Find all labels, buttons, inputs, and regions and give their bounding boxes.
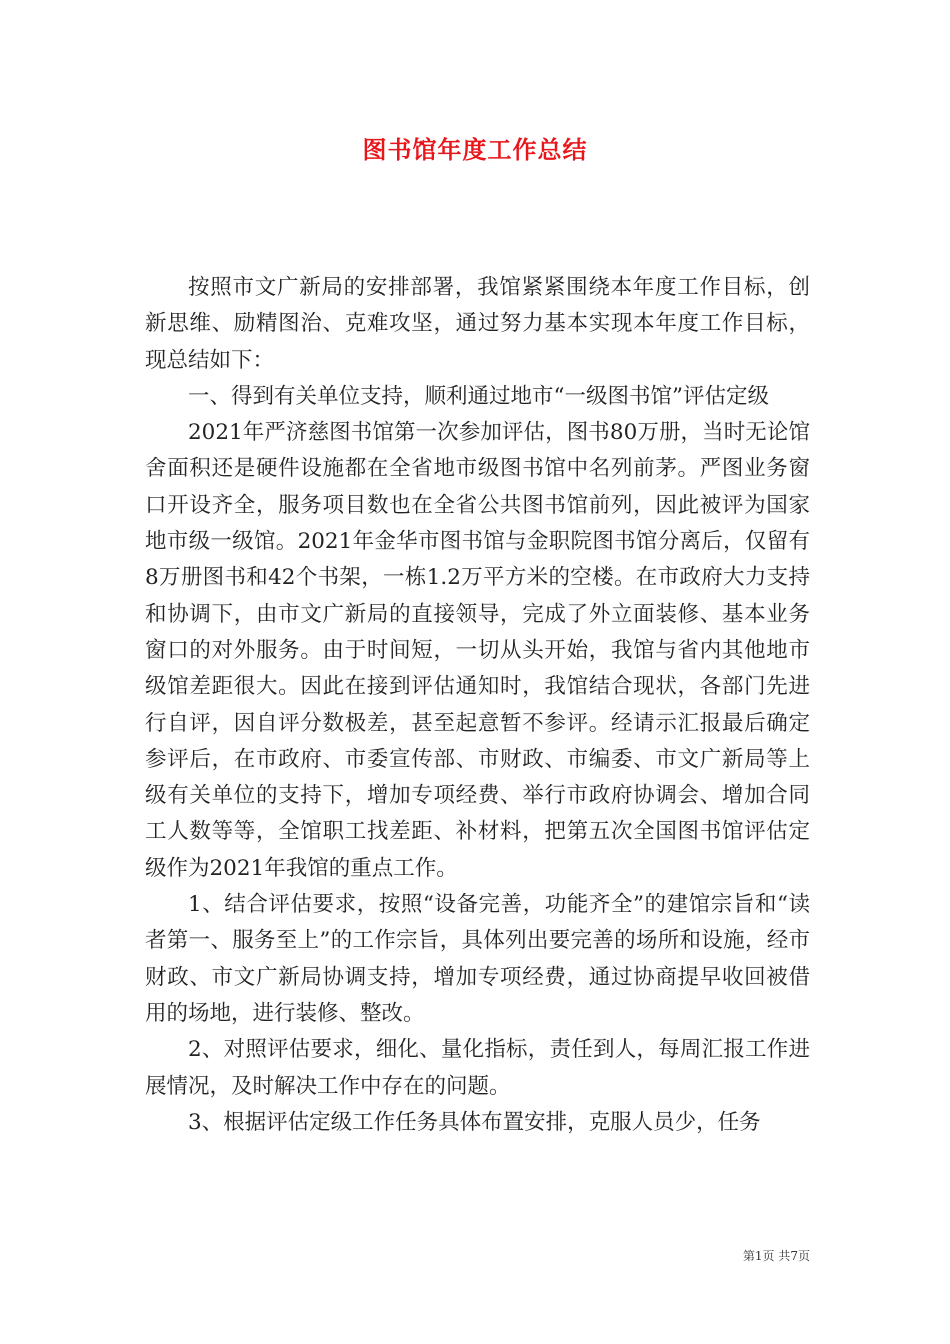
section-heading-1: 一、得到有关单位支持，顺利通过地市“一级图书馆”评估定级 [188,383,769,409]
list-item-2: 2、对照评估要求，细化、量化指标，责任到人，每周汇报工作进展情况，及时解决工作中存在的问题。 [145,1037,810,1099]
paragraph-intro: 按照市文广新局的安排部署，我馆紧紧围绕本年度工作目标，创新思维、励精图治、克难攻坚，通过努力基本实现本年度工作目标，现总结如下： [145,275,810,373]
document-body [145,270,810,1141]
paragraph-evaluation-history: 2021年严济慈图书馆第一次参加评估，图书80万册，当时无论馆舍面积还是硬件设施都在全省地市级图书馆中名列前茅。严图业务窗口开设齐全，服务项目数也在全省公共图书馆前列，因此被评为国家地市级一级馆。2021年金华市图书馆与金职院图书馆分离后，仅留有8万册图书和42个书架，一栋1.2万平方米的空楼。在市政府大力支持和协调下，由市文广新局的直接领导，完成了外立面装修、基本业务窗口的对外服务。由于时间短，一切从头开始，我馆与省内其他地市级馆差距很大。因此在接到评估通知时，我馆结合现状，各部门先进行自评，因自评分数极差，甚至起意暂不参评。经请示汇报最后确定参评后，在市政府、市委宣传部、市财政、市编委、市文广新局等上级有关单位的支持下，增加专项经费、举行市政府协调会、增加合同工人数等等，全馆职工找差距、补材料，把第五次全国图书馆评估定级作为2021年我馆的重点工作。 [145,420,810,881]
page-number-footer: 第1页 共7页 [742,1249,810,1263]
document-title: 图书馆年度工作总结 [362,135,588,164]
list-item-3: 3、根据评估定级工作任务具体布置安排，克服人员少，任务 [188,1109,761,1135]
list-item-1: 1、结合评估要求，按照“设备完善，功能齐全”的建馆宗旨和“读者第一、服务至上”的工作宗旨，具体列出要完善的场所和设施，经市财政、市文广新局协调支持，增加专项经费，通过协商提早收回被借用的场地，进行装修、整改。 [145,892,810,1026]
